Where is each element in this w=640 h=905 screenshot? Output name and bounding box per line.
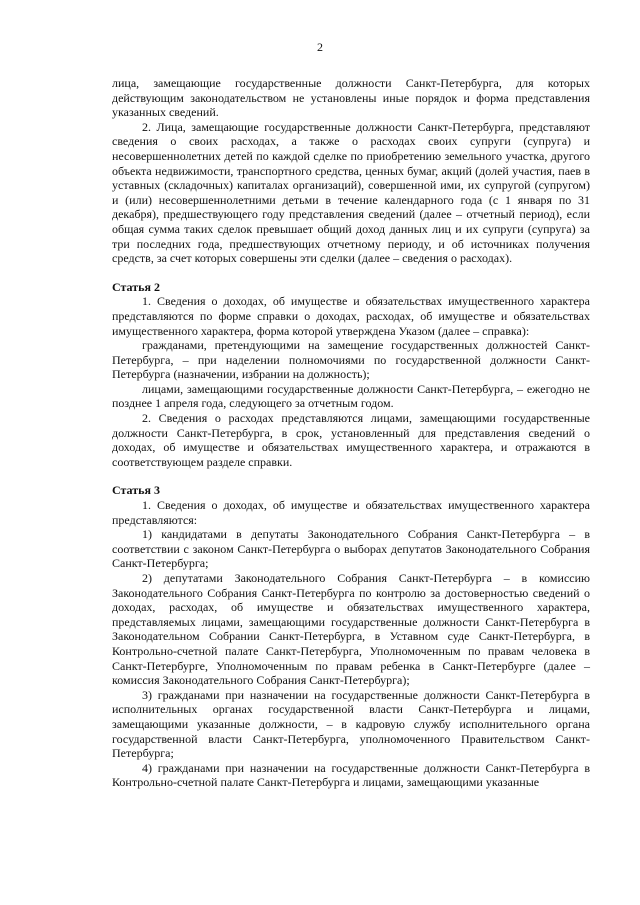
paragraph: 1. Сведения о доходах, об имуществе и обязательствах имущественного характера представляются по форме справки о доходах, расходах, об имуществе и обязательствах имущественного характера, форма которой утверждена Указом (далее – справка): bbox=[112, 294, 590, 338]
list-item: 2) депутатами Законодательного Собрания Санкт-Петербурга – в комиссию Законодательного Собрания Санкт-Петербурга по контролю за достоверностью сведений о доходах, расходах, об имуществе и обязательствах имущественного характера, представляемых лицами, замещающими государственные должности Санкт-Петербурга в Законодательном Собрании Санкт-Петербурга, в Уставном суде Санкт-Петербурга, в Контрольно-счетной палате Санкт-Петербурга, Уполномоченным по правам человека в Санкт-Петербурге, Уполномоченным по правам ребенка в Санкт-Петербурге (далее – комиссия Законодательного Собрания Санкт-Петербурга); bbox=[112, 571, 590, 688]
list-item: 1) кандидатами в депутаты Законодательного Собрания Санкт-Петербурга – в соответствии с законом Санкт-Петербурга о выборах депутатов Законодательного Собрания Санкт-Петербурга; bbox=[112, 527, 590, 571]
paragraph: 1. Сведения о доходах, об имуществе и обязательствах имущественного характера представляются: bbox=[112, 498, 590, 527]
paragraph: 2. Сведения о расходах представляются лицами, замещающими государственные должности Санкт-Петербурга, в срок, установленный для представления сведений о доходах, об имуществе и обязательствах имущественного характера, и отражаются в соответствующем разделе справки. bbox=[112, 411, 590, 469]
article-heading: Статья 2 bbox=[112, 279, 160, 294]
paragraph: лицами, замещающими государственные должности Санкт-Петербурга, – ежегодно не позднее 1 апреля года, следующего за отчетным годом. bbox=[112, 381, 590, 411]
paragraph: гражданами, претендующими на замещение государственных должностей Санкт-Петербурга, – при наделении полномочиями по государственной должности Санкт-Петербурга (назначении, избрании на должность); bbox=[112, 338, 590, 382]
list-item: 4) гражданами при назначении на государственные должности Санкт-Петербурга в Контрольно-счетной палате Санкт-Петербурга и лицами, замещающими указанные bbox=[112, 760, 590, 790]
paragraph: лица, замещающие государственные должности Санкт-Петербурга, для которых действующим законодательством не установлены иные порядок и форма представления указанных сведений. bbox=[112, 76, 590, 120]
paragraph: 2. Лица, замещающие государственные должности Санкт-Петербурга, представляют сведения о своих расходах, а также о расходах своих супруги (супруга) и несовершеннолетних детей по каждой сделке по приобретению земельного участка, другого объекта недвижимости, транспортного средства, ценных бумаг, акций (долей участия, паев в уставных (складочных) капиталах организаций), совершенной ими, их супругой (супругом) и (или) несовершеннолетними детьми в течение календарного года (с 1 января по 31 декабря), предшествующего году представления сведений (далее – отчетный период), если общая сумма таких сделок превышает общий доход данных лиц и их супруги (супруга) за три последних года, предшествующих отчетному периоду, и об источниках получения средств, за счет которых совершены эти сделки (далее – сведения о расходах). bbox=[112, 119, 590, 266]
page-number: 2 bbox=[317, 40, 323, 54]
document-body bbox=[112, 76, 590, 790]
article-heading: Статья 3 bbox=[112, 483, 160, 498]
list-item: 3) гражданами при назначении на государственные должности Санкт-Петербурга в исполнительных органах государственной власти Санкт-Петербурга и лицами, замещающими указанные должности, – в кадровую службу исполнительного органа государственной власти Санкт-Петербурга, уполномоченного Правительством Санкт-Петербурга; bbox=[112, 687, 590, 761]
